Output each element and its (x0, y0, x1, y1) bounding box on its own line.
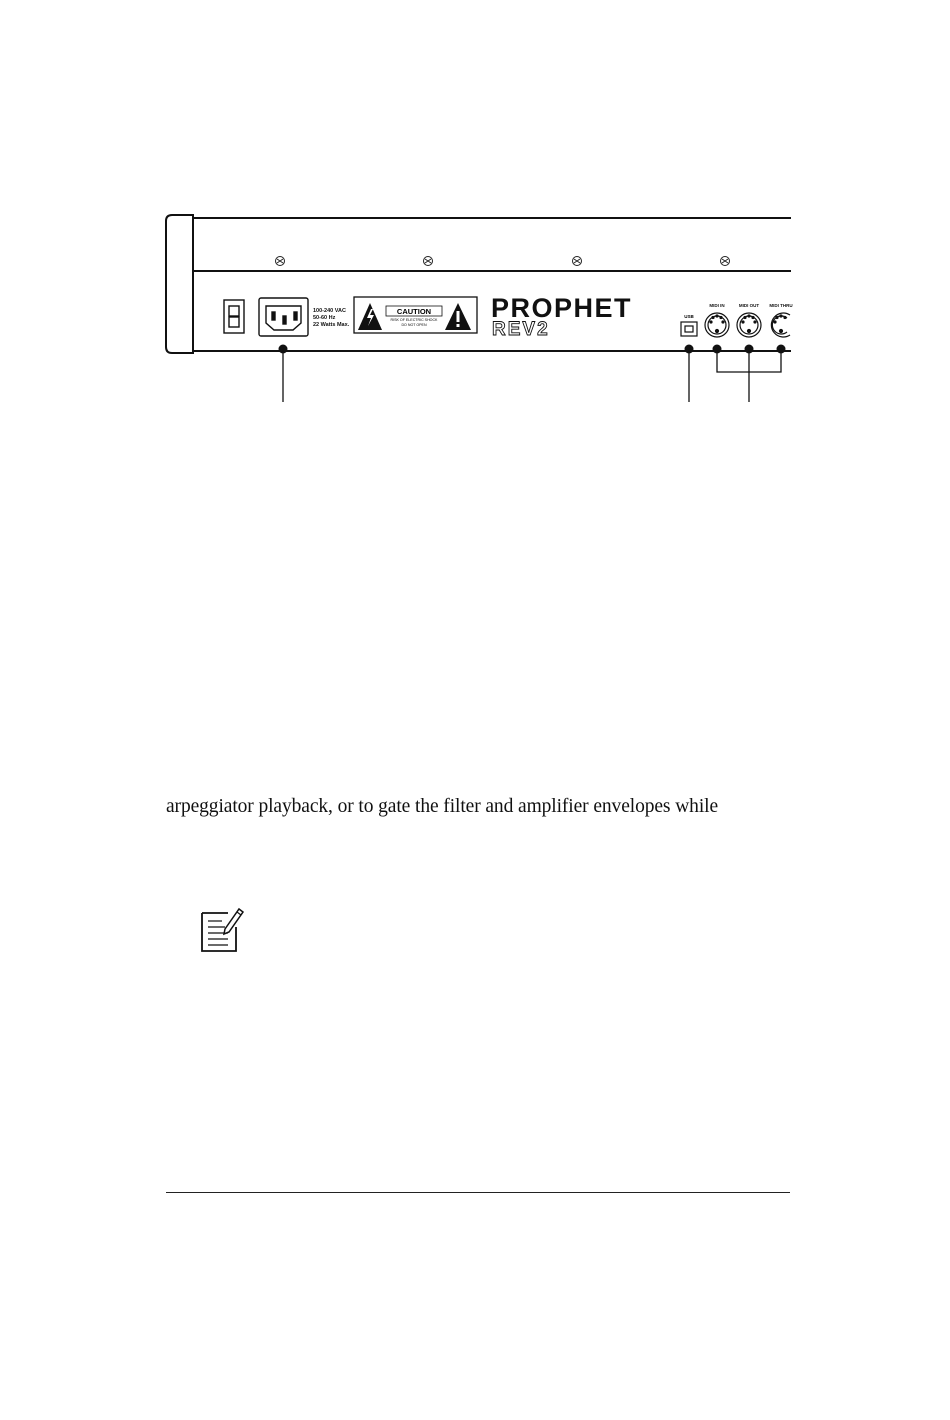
caution-line-2: DO NOT OPEN (401, 323, 427, 327)
rear-panel-diagram (0, 0, 950, 420)
midi-thru-label: MIDI THRU (769, 303, 793, 308)
power-rating-line-3: 22 Watts Max. (313, 322, 350, 328)
logo-prophet: PROPHET (491, 293, 633, 323)
power-inlet (259, 298, 308, 336)
power-rating-line-1: 100-240 VAC (313, 308, 346, 314)
midi-in-jack (705, 313, 729, 337)
footer-rule (166, 1192, 790, 1193)
midi-thru-jack (771, 313, 790, 337)
caution-title: CAUTION (396, 307, 432, 316)
screw-icon (276, 257, 730, 266)
usb-port (681, 322, 697, 336)
midi-out-label: MIDI OUT (738, 303, 760, 308)
midi-in-label: MIDI IN (709, 303, 725, 308)
body-text-line: arpeggiator playback, or to gate the filter and amplifier envelopes while (166, 796, 719, 817)
note-pencil-icon (198, 905, 246, 953)
callout-dots (279, 345, 786, 354)
caution-label (354, 297, 477, 333)
power-rating-line-2: 50-60 Hz (313, 315, 336, 321)
midi-out-jack (737, 313, 761, 337)
logo-rev2: REV2 (492, 319, 550, 340)
caution-line-1: RISK OF ELECTRIC SHOCK (390, 318, 438, 322)
callout-lines (283, 349, 781, 402)
power-switch (224, 300, 244, 333)
usb-label: USB (684, 314, 694, 319)
